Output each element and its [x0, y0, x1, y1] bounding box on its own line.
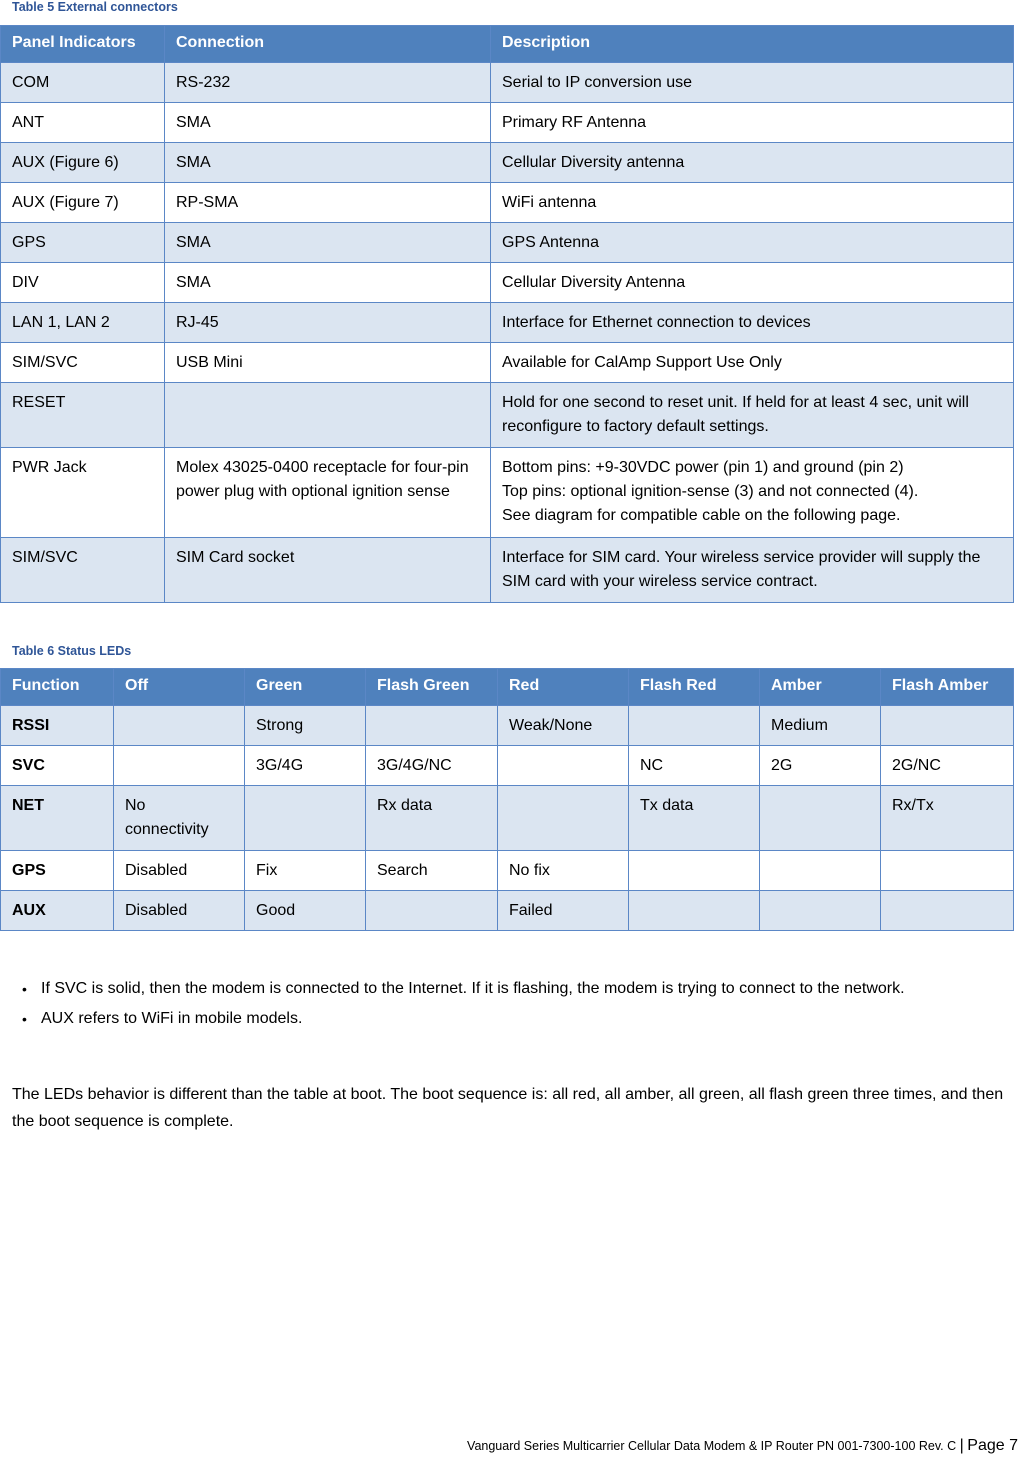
external-connectors-table: [0, 25, 1014, 603]
table6-cell: NC: [629, 746, 760, 786]
table5-row: [1, 383, 1014, 448]
table6-cell: [760, 786, 881, 851]
table6-cell: [245, 786, 366, 851]
table6-cell: [881, 706, 1014, 746]
table6-cell: No fix: [498, 851, 629, 891]
table6-cell: SVC: [1, 746, 114, 786]
table5-cell: SMA: [165, 143, 491, 183]
table5-cell: SMA: [165, 223, 491, 263]
table6-cell: Rx/Tx: [881, 786, 1014, 851]
table6-cell: [498, 746, 629, 786]
table6-header-cell: Flash Amber: [881, 669, 1014, 706]
table6-row: [1, 746, 1014, 786]
table5-cell: RP-SMA: [165, 183, 491, 223]
bullet-icon: •: [22, 1011, 27, 1027]
bullet-text: AUX refers to WiFi in mobile models.: [41, 1010, 303, 1027]
table6-cell: [760, 851, 881, 891]
table5-cell: LAN 1, LAN 2: [1, 303, 165, 343]
table6-header-cell: Off: [114, 669, 245, 706]
table6-header-cell: Flash Red: [629, 669, 760, 706]
table5-row: [1, 63, 1014, 103]
table6-cell: GPS: [1, 851, 114, 891]
table5-cell: Cellular Diversity antenna: [491, 143, 1014, 183]
table6-row: [1, 851, 1014, 891]
table6-cell: 3G/4G/NC: [366, 746, 498, 786]
table5-row: [1, 223, 1014, 263]
footer-separator: |: [959, 1437, 964, 1454]
table5-cell: Interface for Ethernet connection to devices: [491, 303, 1014, 343]
table6-cell: [760, 891, 881, 931]
table6-cell: [498, 786, 629, 851]
table6-cell: [114, 746, 245, 786]
table5-cell: SMA: [165, 103, 491, 143]
table6-cell: Tx data: [629, 786, 760, 851]
table5-caption: Table 5 External connectors: [12, 0, 178, 14]
table6-row: [1, 706, 1014, 746]
table5-cell: SIM Card socket: [165, 538, 491, 603]
table5-cell: Available for CalAmp Support Use Only: [491, 343, 1014, 383]
table5-cell: Serial to IP conversion use: [491, 63, 1014, 103]
table6-cell: NET: [1, 786, 114, 851]
table5-cell: AUX (Figure 6): [1, 143, 165, 183]
table6-cell: Weak/None: [498, 706, 629, 746]
table6-cell: Good: [245, 891, 366, 931]
table5-row: [1, 103, 1014, 143]
table6-cell: Failed: [498, 891, 629, 931]
table6-header-row: [1, 669, 1014, 706]
table5-row: [1, 448, 1014, 538]
boot-sequence-paragraph: The LEDs behavior is different than the table at boot. The boot sequence is: all red, all amber, all green, all flash green three times, and then the boot sequence is complete.: [12, 1086, 1004, 1130]
bullet-text: If SVC is solid, then the modem is connected to the Internet. If it is flashing, the modem is trying to connect to the network.: [41, 980, 905, 997]
table5-cell: AUX (Figure 7): [1, 183, 165, 223]
table5-row: [1, 183, 1014, 223]
table5-cell: Bottom pins: +9-30VDC power (pin 1) and ground (pin 2) Top pins: optional ignition-sense (3) and not connected (4). See diagram for compatible cable on the following page.: [491, 448, 1014, 538]
table5-cell: RESET: [1, 383, 165, 448]
table5-cell: Cellular Diversity Antenna: [491, 263, 1014, 303]
table5-header-cell: Panel Indicators: [1, 26, 165, 63]
table5-cell: Hold for one second to reset unit. If held for at least 4 sec, unit will reconfigure to factory default settings.: [491, 383, 1014, 448]
table5-cell: WiFi antenna: [491, 183, 1014, 223]
table6-header-cell: Flash Green: [366, 669, 498, 706]
table6-cell: Rx data: [366, 786, 498, 851]
table6-cell: 2G: [760, 746, 881, 786]
table6-cell: 2G/NC: [881, 746, 1014, 786]
footer-page-number: Page 7: [967, 1437, 1018, 1454]
table5-cell: DIV: [1, 263, 165, 303]
table5-cell: [165, 383, 491, 448]
table6-header-cell: Amber: [760, 669, 881, 706]
table6-row: [1, 786, 1014, 851]
status-leds-table: [0, 668, 1014, 931]
bullet-item: [22, 1004, 1012, 1034]
table6-header-cell: Function: [1, 669, 114, 706]
page-footer: [467, 1437, 1018, 1455]
table6-cell: Disabled: [114, 891, 245, 931]
table6-cell: No connectivity: [114, 786, 245, 851]
footer-doc-title: Vanguard Series Multicarrier Cellular Data Modem & IP Router PN 001-7300-100 Rev. C: [467, 1439, 957, 1453]
notes-bullet-list: [22, 974, 1012, 1034]
table6-cell: Search: [366, 851, 498, 891]
bullet-item: [22, 974, 1012, 1004]
table5-row: [1, 343, 1014, 383]
table6-cell: [881, 891, 1014, 931]
table5-header-cell: Connection: [165, 26, 491, 63]
table5-row: [1, 538, 1014, 603]
table6-cell: Strong: [245, 706, 366, 746]
table6-cell: Disabled: [114, 851, 245, 891]
table5-cell: RS-232: [165, 63, 491, 103]
table5-cell: Interface for SIM card. Your wireless service provider will supply the SIM card with your wireless service contract.: [491, 538, 1014, 603]
table5-cell: SIM/SVC: [1, 343, 165, 383]
table6-caption: Table 6 Status LEDs: [12, 644, 132, 658]
table5-row: [1, 143, 1014, 183]
table6-header-cell: Red: [498, 669, 629, 706]
table6-cell: [629, 891, 760, 931]
table6-cell: 3G/4G: [245, 746, 366, 786]
table5-row: [1, 303, 1014, 343]
table6-cell: [366, 706, 498, 746]
table5-cell: RJ-45: [165, 303, 491, 343]
table5-cell: GPS Antenna: [491, 223, 1014, 263]
table6-header-cell: Green: [245, 669, 366, 706]
table6-cell: [629, 706, 760, 746]
table5-cell: ANT: [1, 103, 165, 143]
table6-cell: [114, 706, 245, 746]
table5-cell: COM: [1, 63, 165, 103]
table5-header-cell: Description: [491, 26, 1014, 63]
table6-cell: [629, 851, 760, 891]
table6-cell: [881, 851, 1014, 891]
table5-cell: GPS: [1, 223, 165, 263]
table6-cell: Medium: [760, 706, 881, 746]
table5-cell: PWR Jack: [1, 448, 165, 538]
table6-cell: AUX: [1, 891, 114, 931]
bullet-icon: •: [22, 981, 27, 997]
table5-header-row: [1, 26, 1014, 63]
table5-cell: SMA: [165, 263, 491, 303]
table6-cell: RSSI: [1, 706, 114, 746]
table6-row: [1, 891, 1014, 931]
table5-cell: SIM/SVC: [1, 538, 165, 603]
table6-cell: [366, 891, 498, 931]
table5-cell: USB Mini: [165, 343, 491, 383]
table5-cell: Molex 43025-0400 receptacle for four-pin power plug with optional ignition sense: [165, 448, 491, 538]
table6-cell: Fix: [245, 851, 366, 891]
table5-row: [1, 263, 1014, 303]
table5-cell: Primary RF Antenna: [491, 103, 1014, 143]
